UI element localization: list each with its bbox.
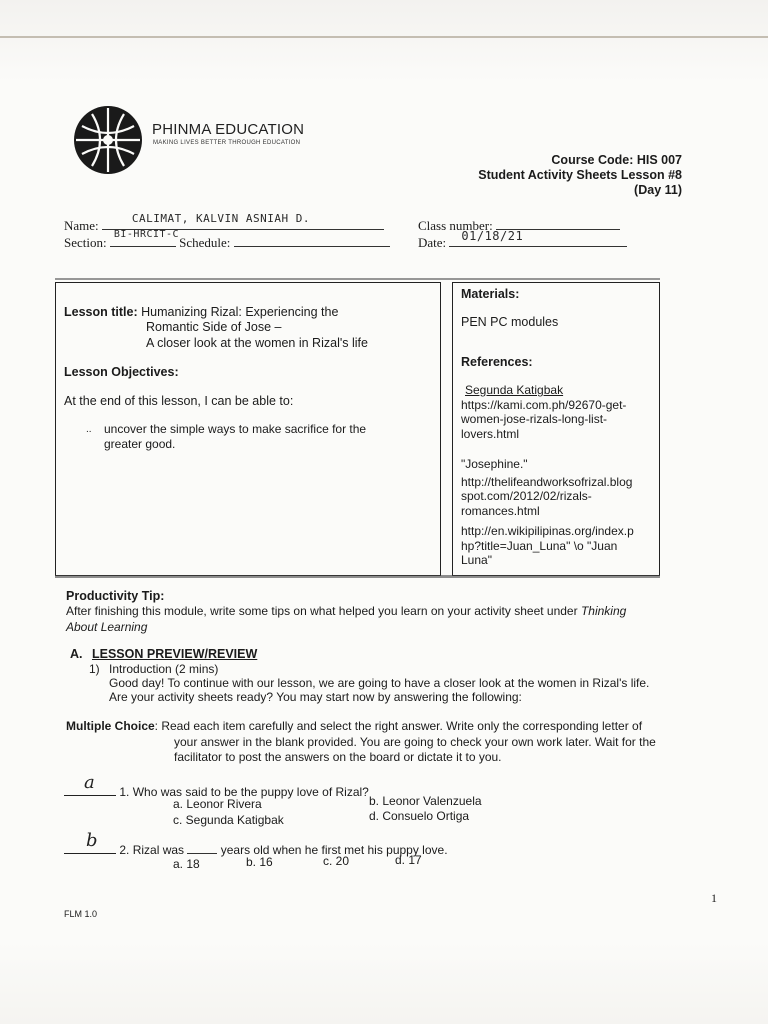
reference-1-url-line3[interactable]: lovers.html <box>461 426 520 441</box>
question-1-choice-d: d. Consuelo Ortiga <box>369 809 470 823</box>
day-number: (Day 11) <box>634 183 682 197</box>
date-row <box>418 229 627 251</box>
question-1-choice-a: a. Leonor Rivera <box>173 797 262 811</box>
intro-number: 1) <box>89 662 100 676</box>
date-label: Date: <box>418 235 447 250</box>
name-row <box>64 212 384 234</box>
reference-2-url-line1[interactable]: http://thelifeandworksofrizal.blog <box>461 474 633 489</box>
question-1-choice-b: b. Leonor Valenzuela <box>369 794 482 808</box>
intro-label: Introduction (2 mins) <box>109 662 219 676</box>
mc-instruction-line1: : Read each item carefully and select the right answer. Write only the corresponding letter of <box>154 719 643 733</box>
footer-code: FLM 1.0 <box>64 909 98 919</box>
question-1-text: Who was said to be the puppy love of Rizal? <box>132 785 369 799</box>
materials-value: PEN PC modules <box>461 315 559 329</box>
section-a-title: LESSON PREVIEW/REVIEW <box>91 647 258 661</box>
reference-2-url-line3[interactable]: romances.html <box>461 503 540 518</box>
box-top-rule <box>55 278 660 280</box>
reference-3 <box>461 524 634 568</box>
section-row <box>64 229 390 251</box>
reference-2-title: "Josephine." <box>461 457 528 471</box>
class-number-label: Class number: <box>418 218 493 233</box>
name-label: Name: <box>64 218 99 233</box>
question-2-answer: b <box>86 830 98 851</box>
question-1-answer: a <box>84 772 95 793</box>
mc-label: Multiple Choice <box>66 719 155 733</box>
intro-text <box>109 676 649 704</box>
objective-line1: uncover the simple ways to make sacrifice for the <box>104 422 367 436</box>
phinma-logo-icon <box>72 104 144 176</box>
lesson-number: Student Activity Sheets Lesson #8 <box>478 168 682 182</box>
mc-instruction-line3: facilitator to post the answers on the board or dictate it to you. <box>174 750 502 764</box>
intro-heading <box>89 662 218 676</box>
schedule-label: Schedule: <box>179 235 231 250</box>
section-value: BI-HRCIT-C <box>113 229 180 240</box>
objective-bullet: .. <box>86 424 92 435</box>
page-number: 1 <box>711 891 717 905</box>
reference-2-url-line2[interactable]: spot.com/2012/02/rizals- <box>461 489 592 503</box>
lesson-title-block <box>64 304 338 320</box>
section-field[interactable] <box>110 229 180 247</box>
question-2-text-pre: Rizal was <box>132 843 185 857</box>
name-value: CALIMAT, KALVIN ASNIAH D. <box>131 212 310 225</box>
lesson-title-label: Lesson title: <box>64 305 138 319</box>
brand-name: PHINMA EDUCATION <box>152 121 305 138</box>
productivity-line1: After finishing this module, write some tips on what helped you learn on your activity sheet under <box>66 604 578 618</box>
objective-line2: greater good. <box>104 437 176 451</box>
schedule-field[interactable] <box>234 235 390 247</box>
course-header <box>478 153 682 198</box>
question-2-text-post: years old when he first met his puppy love. <box>220 843 448 857</box>
mc-instruction-line2: your answer in the blank provided. You are going to check your own work later. Wait for the <box>174 735 656 749</box>
question-2-answer-field[interactable] <box>64 830 116 854</box>
reference-3-line1[interactable]: http://en.wikipilipinas.org/index.p <box>461 524 634 538</box>
mc-instructions <box>66 718 642 734</box>
objective-text <box>104 422 366 452</box>
reference-3-line3[interactable]: Luna" <box>461 553 492 567</box>
intro-line2: Are your activity sheets ready? You may start now by answering the following: <box>109 690 522 704</box>
references-label: References: <box>461 355 533 369</box>
question-2-choice-d: d. 17 <box>395 853 422 867</box>
productivity-line1-emphasis: Thinking <box>580 604 627 618</box>
date-field[interactable] <box>449 229 627 247</box>
question-2-choice-b: b. 16 <box>246 855 273 869</box>
question-1-number: 1. <box>119 785 130 799</box>
reference-1 <box>461 383 626 441</box>
reference-1-url-line1[interactable]: https://kami.com.ph/92670-get- <box>461 397 627 412</box>
mc-instructions-cont <box>174 735 656 765</box>
question-1-choice-c: c. Segunda Katigbak <box>173 813 284 827</box>
brand-tagline: MAKING LIVES BETTER THROUGH EDUCATION <box>153 140 301 146</box>
reference-3-line2[interactable]: hp?title=Juan_Luna" \o "Juan <box>461 538 618 553</box>
question-2-inline-blank <box>187 844 217 854</box>
date-value: 01/18/21 <box>461 229 524 243</box>
question-2-choice-c: c. 20 <box>323 854 350 868</box>
lesson-title-line2: Romantic Side of Jose – <box>146 320 282 334</box>
section-a-heading <box>70 647 257 661</box>
question-2-number: 2. <box>119 843 130 857</box>
objectives-intro: At the end of this lesson, I can be able to: <box>64 394 294 408</box>
box-bottom-rule <box>55 575 660 578</box>
lesson-objectives-label: Lesson Objectives: <box>64 365 179 379</box>
section-label: Section: <box>64 235 107 250</box>
section-a-letter: A. <box>70 647 83 661</box>
intro-line1: Good day! To continue with our lesson, we are going to have a closer look at the women in Rizal's life. <box>109 676 650 690</box>
productivity-tip-text <box>66 603 706 635</box>
question-2-choice-a: a. 18 <box>173 857 200 871</box>
course-code: Course Code: HIS 007 <box>551 153 682 167</box>
productivity-line2-emphasis: About Learning <box>66 620 148 634</box>
reference-2 <box>461 457 632 518</box>
productivity-tip-label: Productivity Tip: <box>66 589 165 603</box>
reference-1-url-line2[interactable]: women-jose-rizals-long-list- <box>461 412 608 426</box>
reference-1-title[interactable]: Segunda Katigbak <box>465 383 564 397</box>
question-1-answer-field[interactable] <box>64 772 116 796</box>
scan-edge <box>0 36 768 38</box>
lesson-title-line1: Humanizing Rizal: Experiencing the <box>141 305 339 319</box>
lesson-title-line3: A closer look at the women in Rizal's life <box>146 336 368 350</box>
materials-label: Materials: <box>461 287 520 301</box>
